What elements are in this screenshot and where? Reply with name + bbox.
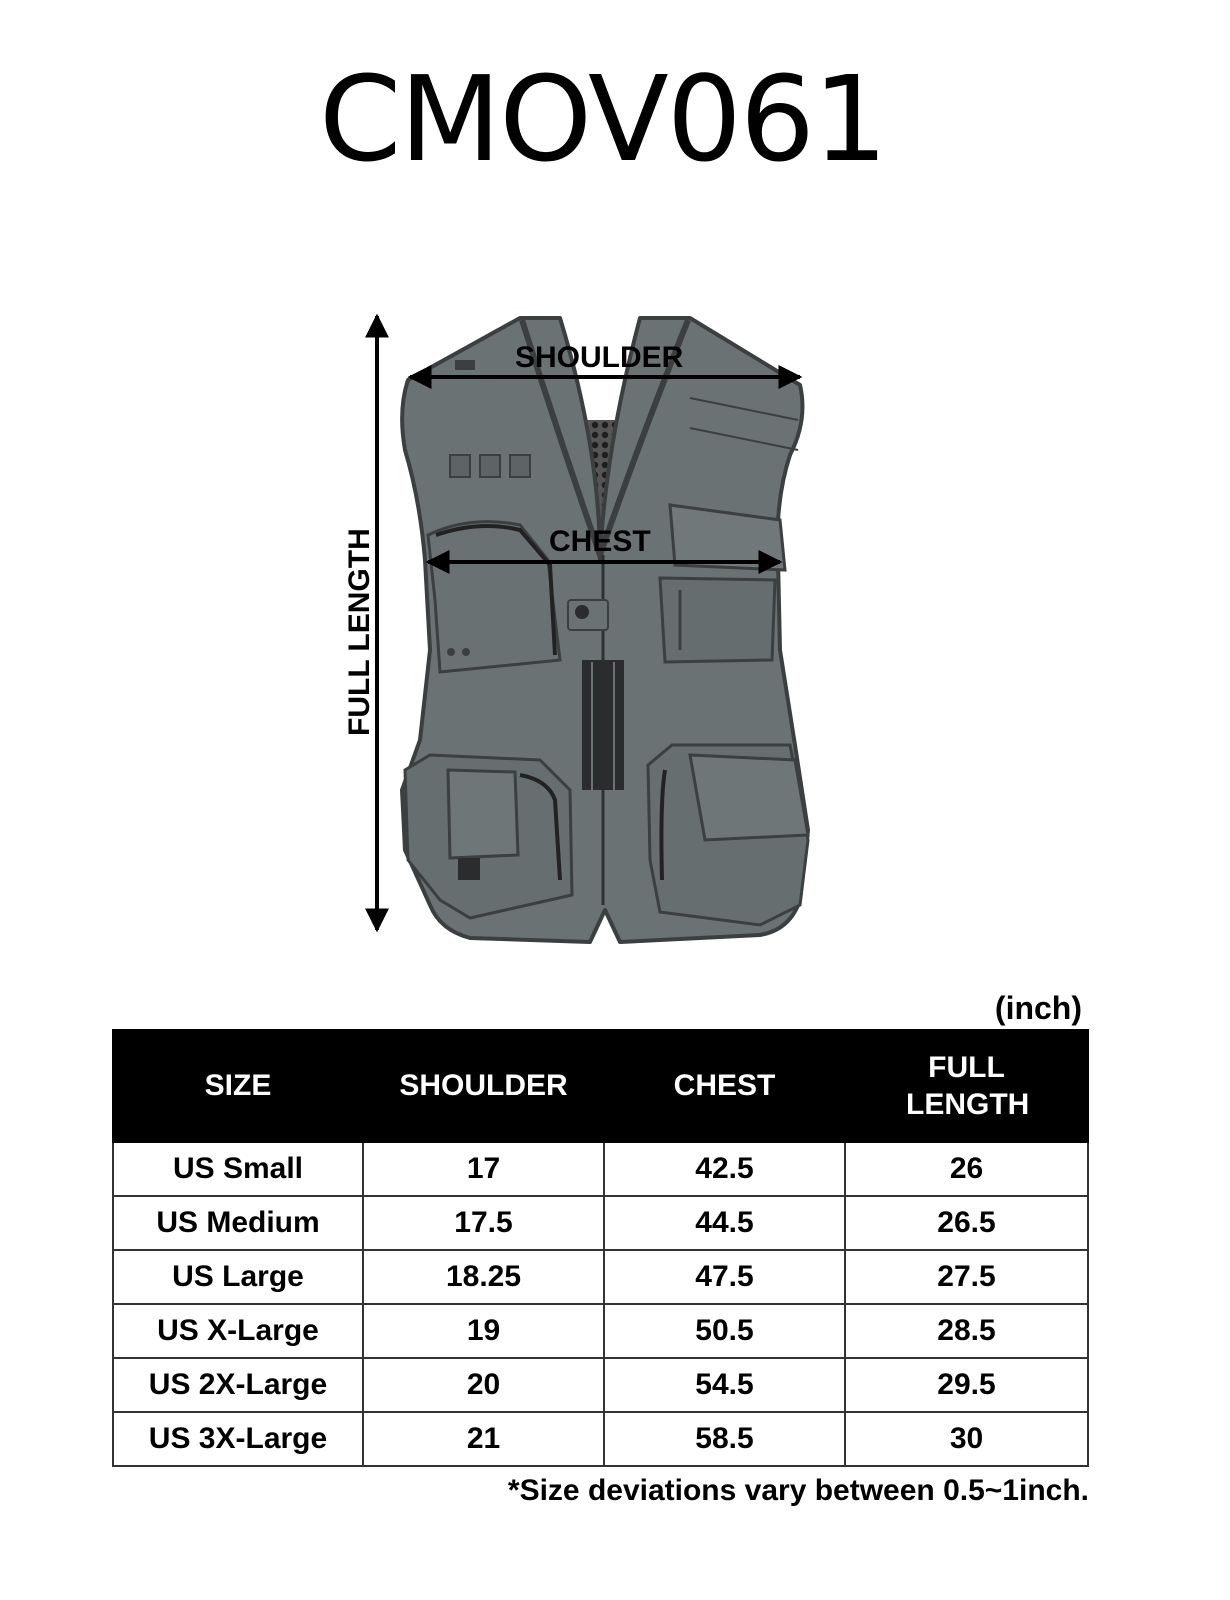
cell-full-length: 30	[845, 1412, 1088, 1466]
cell-size: US Medium	[113, 1196, 363, 1250]
cell-size: US Large	[113, 1250, 363, 1304]
cell-shoulder: 17.5	[363, 1196, 604, 1250]
table-row	[113, 1304, 1088, 1358]
size-chart-table	[112, 1029, 1089, 1467]
cell-chest: 50.5	[604, 1304, 845, 1358]
right-chest-pocket	[660, 578, 775, 662]
cell-size: US Small	[113, 1142, 363, 1196]
size-deviation-footnote: *Size deviations vary between 0.5~1inch.	[507, 1474, 1089, 1507]
cell-shoulder: 21	[363, 1412, 604, 1466]
cell-size: US 3X-Large	[113, 1412, 363, 1466]
table-header-row	[113, 1030, 1088, 1142]
header-chest: CHEST	[604, 1030, 845, 1142]
table-row	[113, 1142, 1088, 1196]
cell-size: US 2X-Large	[113, 1358, 363, 1412]
chest-label: CHEST	[549, 525, 651, 558]
cell-full-length: 26	[845, 1142, 1088, 1196]
cell-full-length: 27.5	[845, 1250, 1088, 1304]
shoulder-label: SHOULDER	[515, 341, 684, 374]
cell-chest: 47.5	[604, 1250, 845, 1304]
unit-label: (inch)	[994, 990, 1082, 1026]
cell-shoulder: 18.25	[363, 1250, 604, 1304]
cell-chest: 44.5	[604, 1196, 845, 1250]
full-length-label: FULL LENGTH	[343, 528, 376, 736]
table-row	[113, 1196, 1088, 1250]
table-row	[113, 1412, 1088, 1466]
cell-chest: 58.5	[604, 1412, 845, 1466]
cell-chest: 42.5	[604, 1142, 845, 1196]
cell-shoulder: 17	[363, 1142, 604, 1196]
cell-chest: 54.5	[604, 1358, 845, 1412]
cell-full-length: 28.5	[845, 1304, 1088, 1358]
table-row	[113, 1358, 1088, 1412]
cell-shoulder: 19	[363, 1304, 604, 1358]
header-size: SIZE	[113, 1030, 363, 1142]
table-row	[113, 1250, 1088, 1304]
product-code-title: CMOV061	[319, 50, 886, 188]
lower-zipper-band	[582, 660, 624, 790]
cell-full-length: 26.5	[845, 1196, 1088, 1250]
header-full-length: FULL LENGTH	[845, 1030, 1088, 1142]
header-shoulder: SHOULDER	[363, 1030, 604, 1142]
cell-shoulder: 20	[363, 1358, 604, 1412]
cell-size: US X-Large	[113, 1304, 363, 1358]
cell-full-length: 29.5	[845, 1358, 1088, 1412]
